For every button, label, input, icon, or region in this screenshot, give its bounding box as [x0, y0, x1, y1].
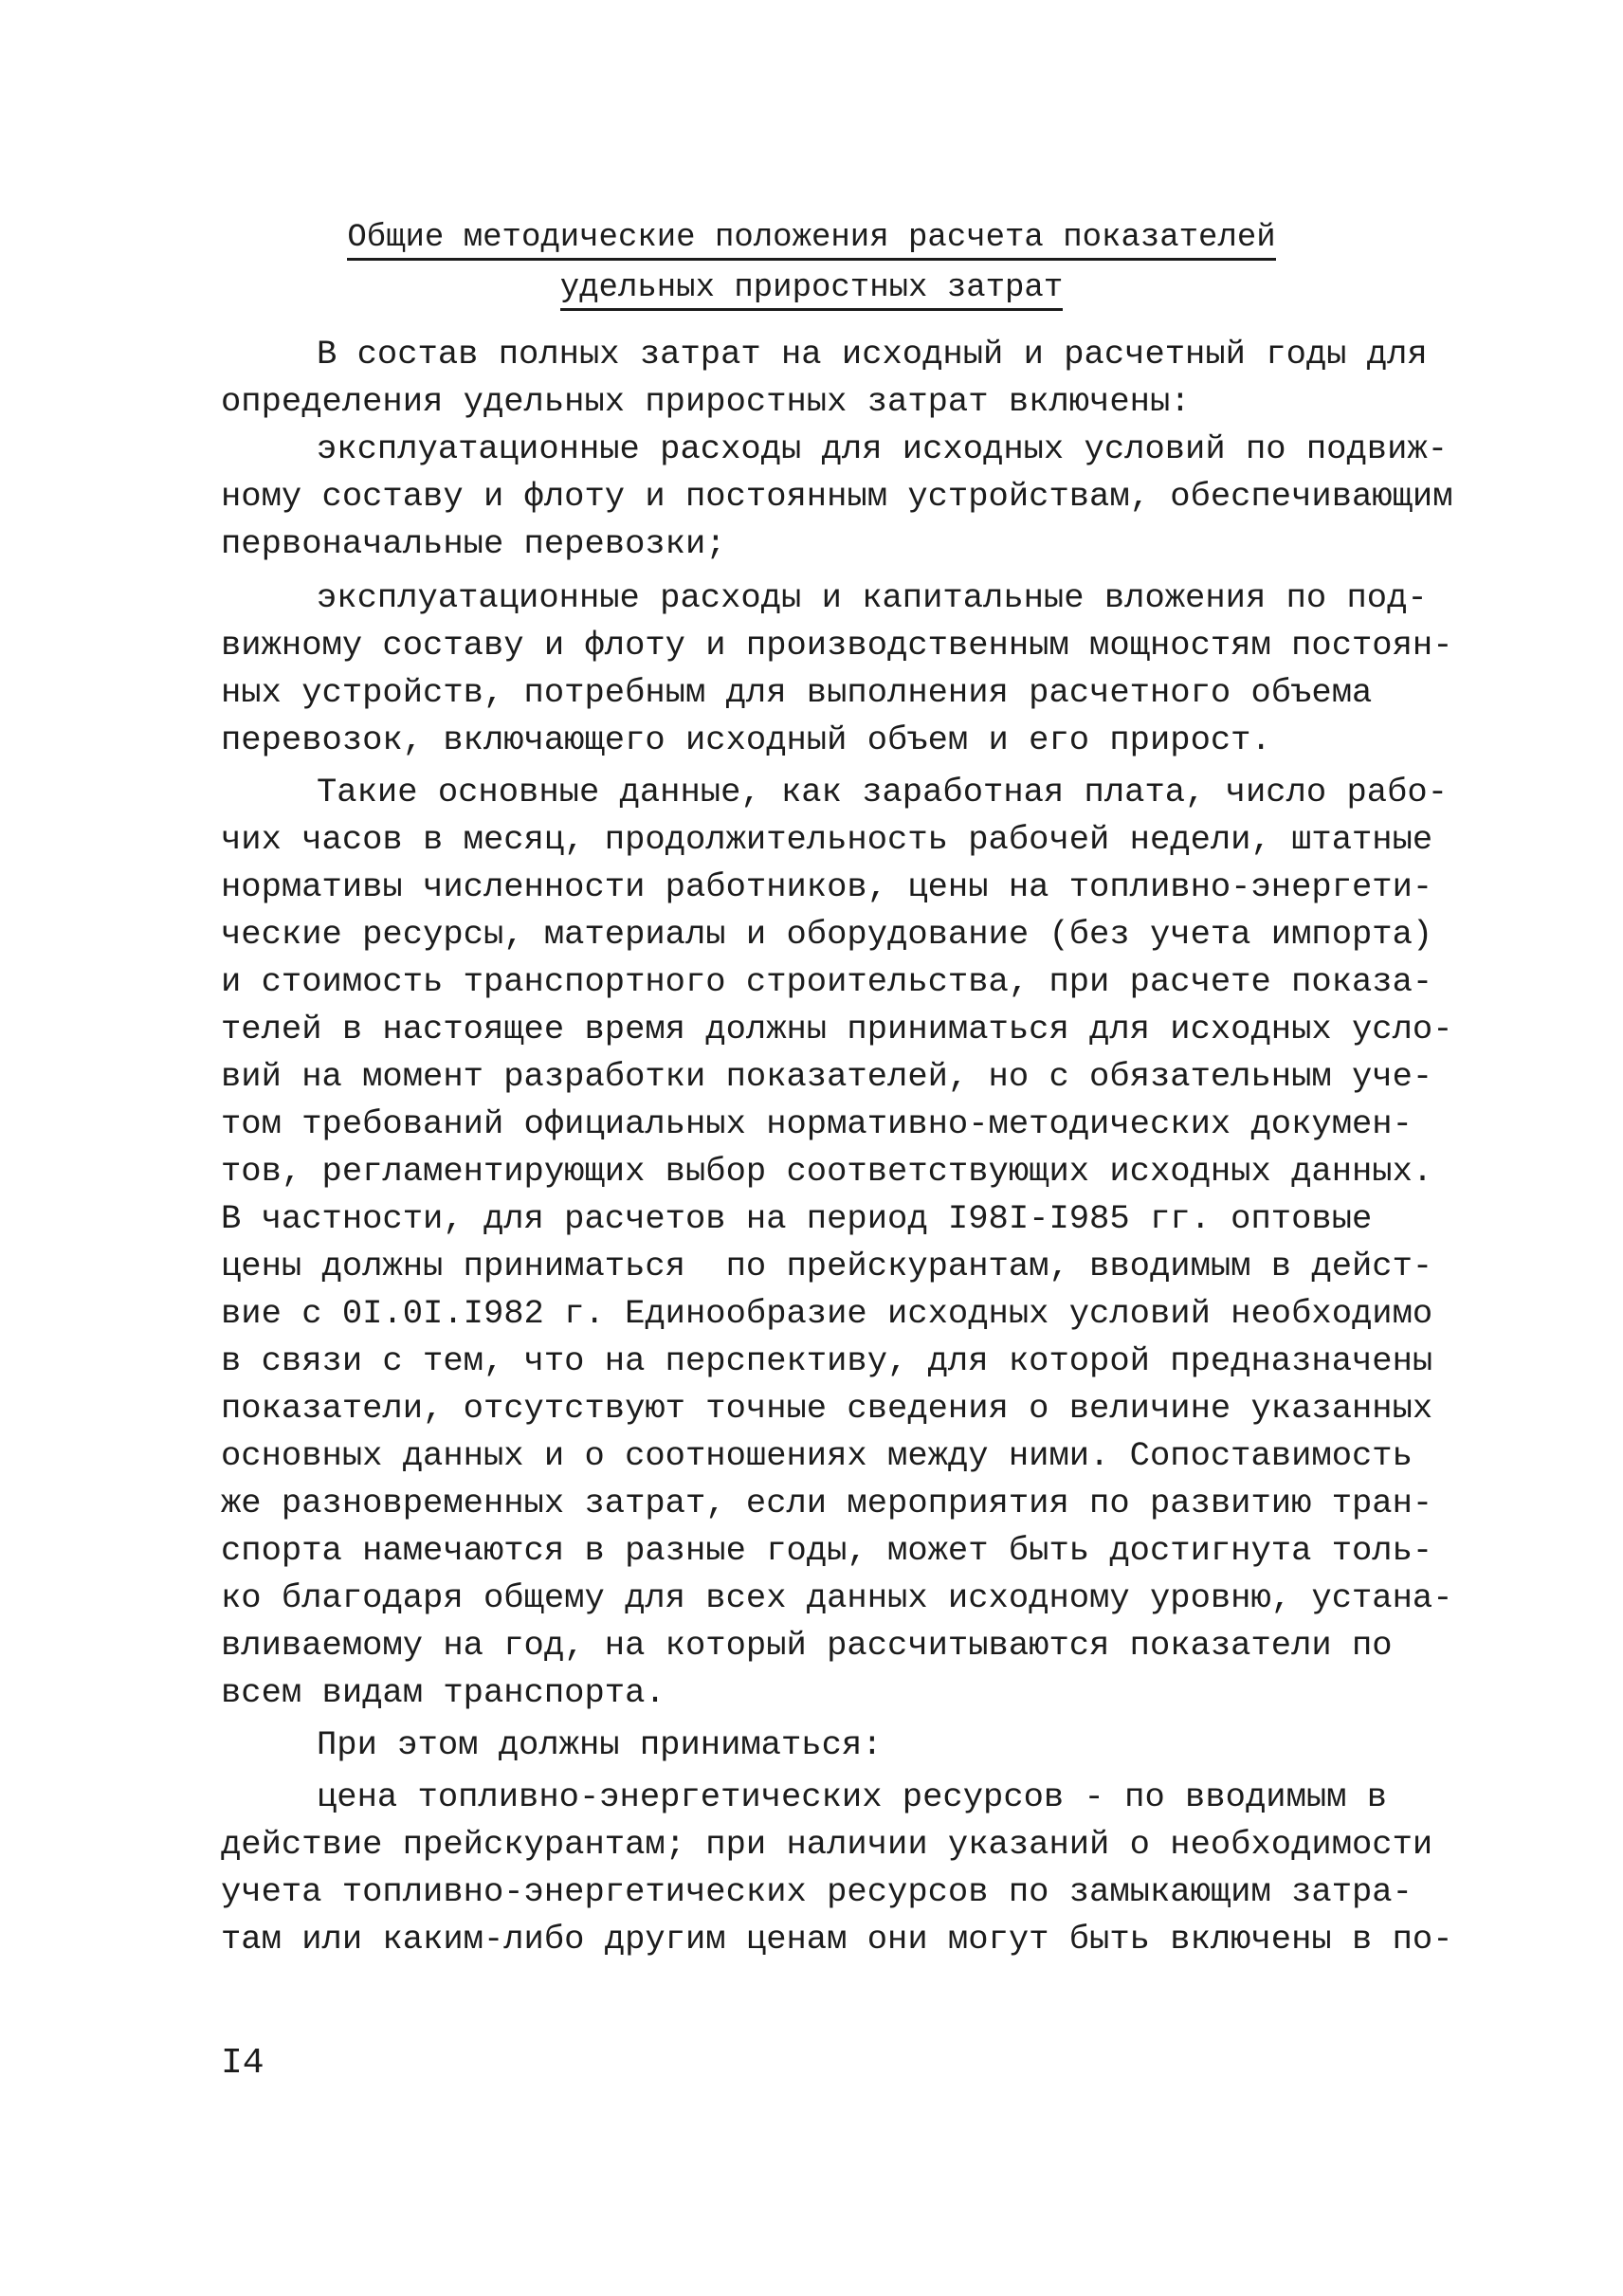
paragraph-line: основных данных и о соотношениях между ними. Сопоставимость [221, 1436, 1413, 1475]
paragraph-line: вие с 0I.0I.I982 г. Единообразие исходных условий необходимо [221, 1294, 1433, 1333]
paragraph-line: вий на момент разработки показателей, но с обязательным уче- [221, 1057, 1433, 1096]
paragraph-line: ному составу и флоту и постоянным устройствам, обеспечивающим [221, 477, 1453, 516]
paragraph-line: эксплуатационные расходы для исходных условий по подвиж- [317, 429, 1448, 468]
section-title-line-1: Общие методические положения расчета показателей [0, 214, 1623, 262]
paragraph-line: В состав полных затрат на исходный и расчетный годы для [317, 335, 1428, 374]
paragraph-line: действие прейскурантам; при наличии указаний о необходимости [221, 1825, 1433, 1864]
paragraph-line: вижному составу и флоту и производственным мощностям постоян- [221, 626, 1453, 665]
paragraph-line: спорта намечаются в разные годы, может быть достигнута толь- [221, 1531, 1433, 1570]
paragraph-line: том требований официальных нормативно-методических докумен- [221, 1104, 1413, 1143]
paragraph-line: в связи с тем, что на перспективу, для которой предназначены [221, 1341, 1433, 1380]
paragraph-line: определения удельных приростных затрат включены: [221, 382, 1191, 421]
paragraph-line: телей в настоящее время должны приниматься для исходных усло- [221, 1010, 1453, 1048]
paragraph-line: вливаемому на год, на который рассчитываются показатели по [221, 1626, 1393, 1665]
paragraph-line: эксплуатационные расходы и капитальные вложения по под- [317, 578, 1428, 617]
paragraph-line: ко благодаря общему для всех данных исходному уровню, устана- [221, 1578, 1453, 1617]
section-title-line-2: удельных приростных затрат [0, 264, 1623, 312]
paragraph-line: нормативы численности работников, цены на топливно-энергети- [221, 867, 1433, 906]
page-number: I4 [221, 2043, 264, 2084]
paragraph-line: учета топливно-энергетических ресурсов по замыкающим затра- [221, 1872, 1413, 1911]
paragraph-line: всем видам транспорта. [221, 1673, 666, 1712]
paragraph-line: цены должны приниматься по прейскурантам, вводимым в дейст- [221, 1247, 1433, 1285]
paragraph-line: и стоимость транспортного строительства, при расчете показа- [221, 962, 1433, 1001]
paragraph-line: ческие ресурсы, материалы и оборудование (без учета импорта) [221, 915, 1433, 954]
paragraph-line: В частности, для расчетов на период I98I-I985 гг. оптовые [221, 1199, 1373, 1238]
paragraph-line: же разновременных затрат, если мероприятия по развитию тран- [221, 1484, 1433, 1522]
paragraph-line: При этом должны приниматься: [317, 1725, 883, 1764]
paragraph-line: ных устройств, потребным для выполнения расчетного объема [221, 673, 1373, 712]
paragraph-line: тов, регламентирующих выбор соответствующих исходных данных. [221, 1152, 1433, 1191]
paragraph-line: там или каким-либо другим ценам они могут быть включены в по- [221, 1920, 1453, 1959]
paragraph-line: перевозок, включающего исходный объем и его прирост. [221, 720, 1271, 759]
paragraph-line: показатели, отсутствуют точные сведения о величине указанных [221, 1389, 1433, 1428]
paragraph-line: первоначальные перевозки; [221, 524, 726, 563]
paragraph-line: Такие основные данные, как заработная плата, число рабо- [317, 773, 1448, 811]
paragraph-line: цена топливно-энергетических ресурсов - по вводимым в [317, 1777, 1388, 1816]
paragraph-line: чих часов в месяц, продолжительность рабочей недели, штатные [221, 820, 1433, 859]
